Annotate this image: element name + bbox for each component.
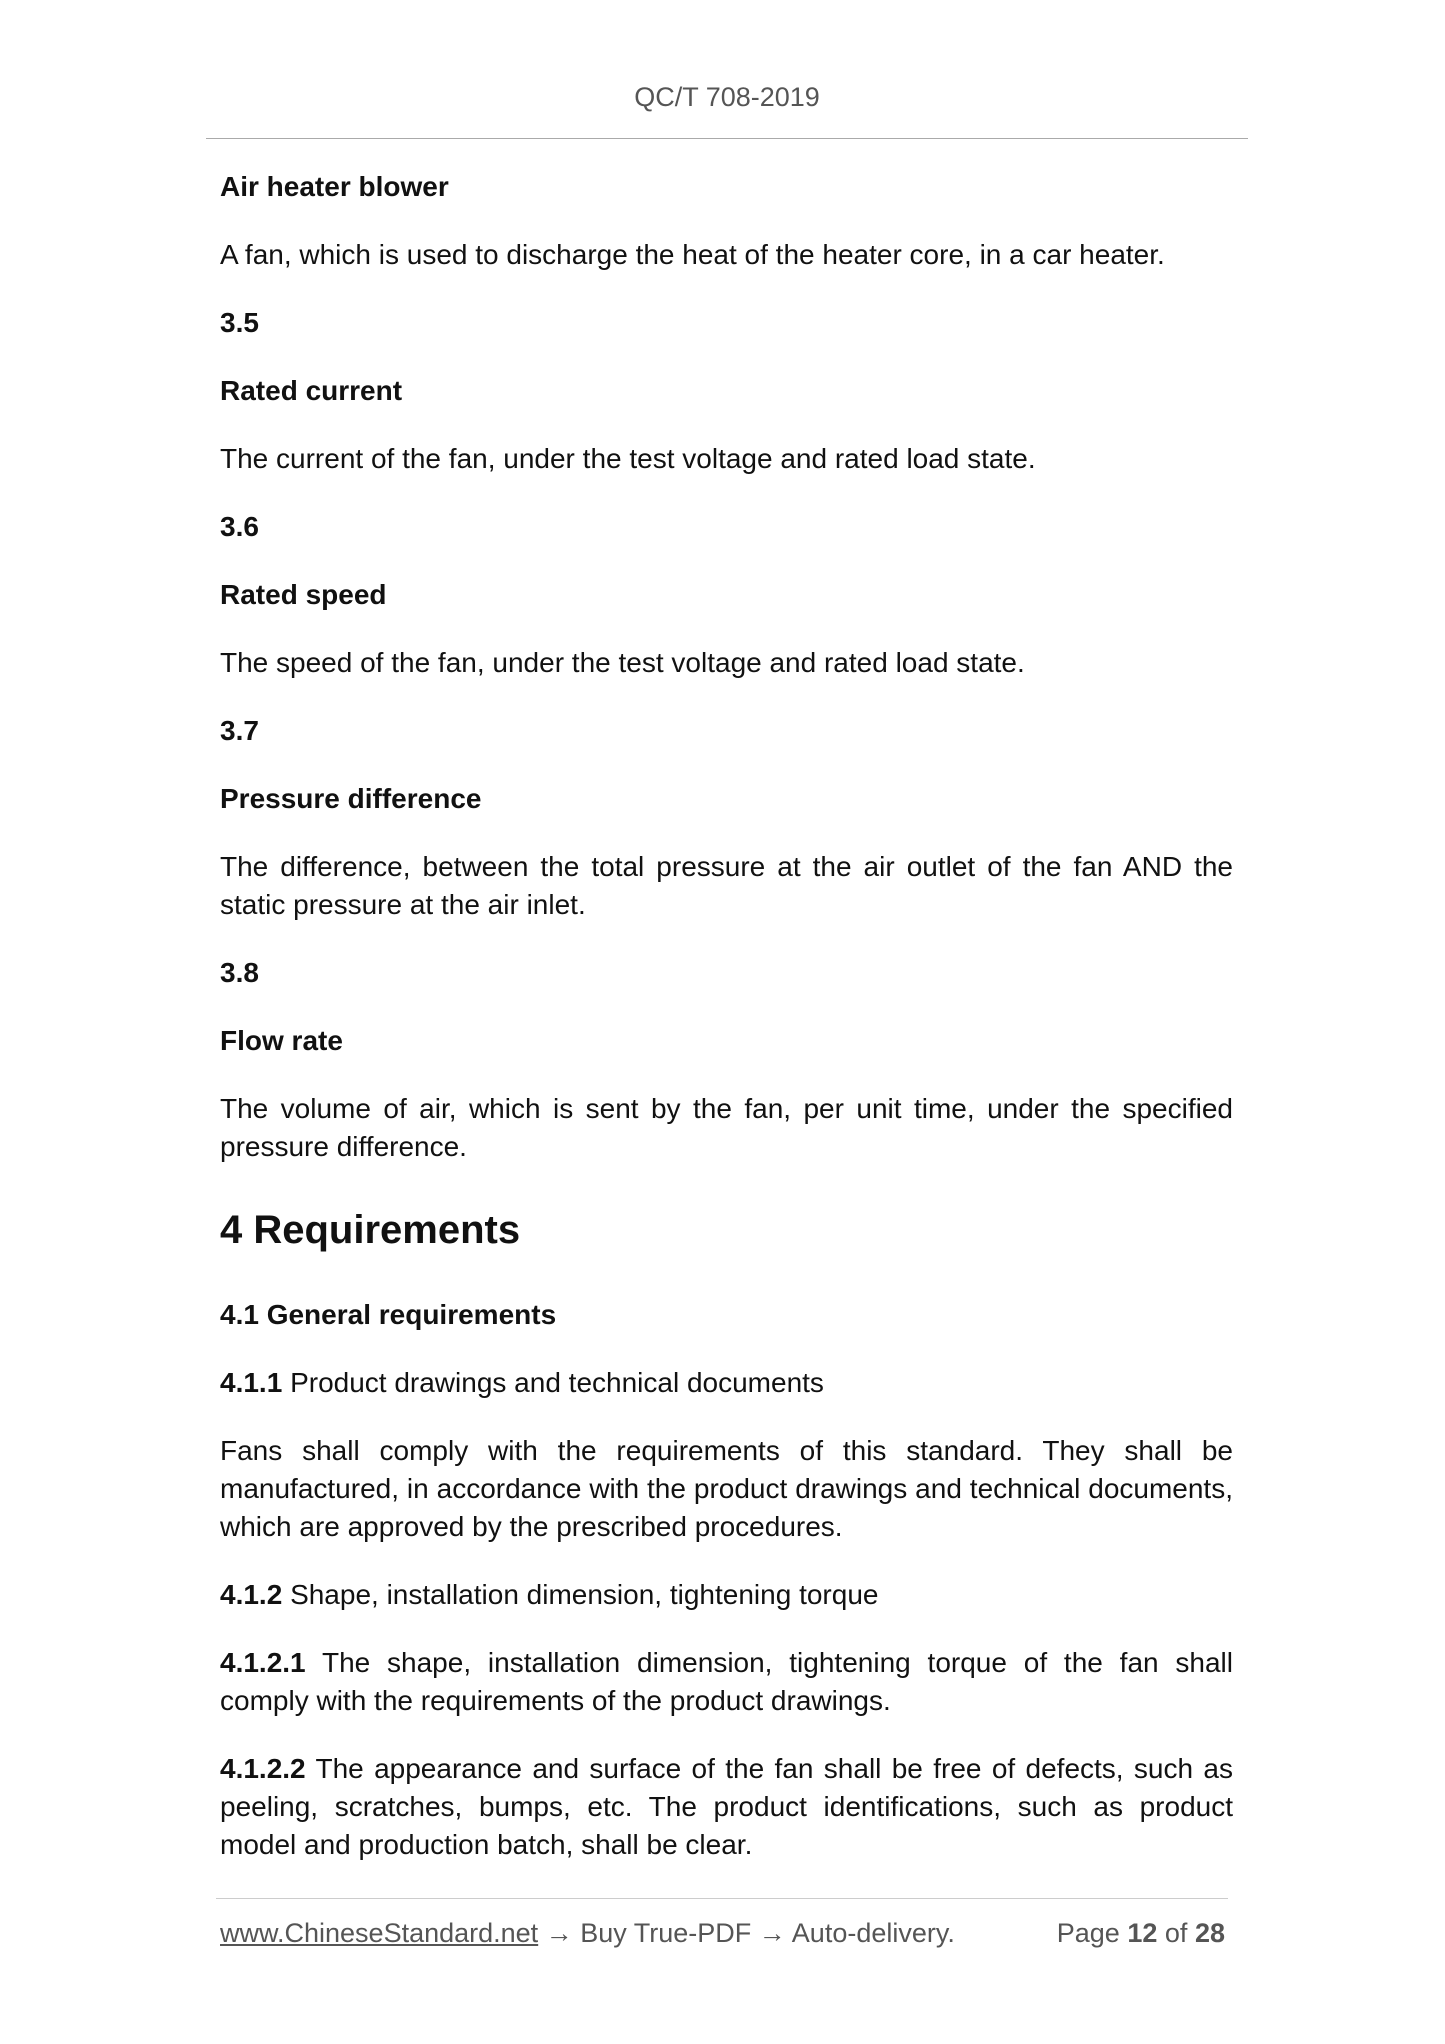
total-pages-number: 28 [1194, 1918, 1225, 1948]
definition-rated-current: The current of the fan, under the test voltage and rated load state. [220, 443, 1036, 474]
definition-air-heater-blower: A fan, which is used to discharge the heat of the heater core, in a car heater. [220, 239, 1165, 270]
page-footer [220, 1918, 1225, 1949]
clause-number: 4.1.1 [220, 1367, 283, 1398]
subsection-heading-general: 4.1 General requirements [220, 1299, 557, 1330]
document-header: QC/T 708-2019 [634, 82, 820, 112]
clause-number-3-6: 3.6 [220, 511, 259, 542]
clause-4-1-1-title [220, 1364, 1233, 1402]
term-pressure-difference: Pressure difference [220, 783, 482, 814]
clause-number: 4.1.2 [220, 1579, 283, 1610]
term-rated-speed: Rated speed [220, 579, 387, 610]
definition-pressure-difference: The difference, between the total pressure at the air outlet of the fan AND the static pressure at the air inlet. [220, 851, 1233, 920]
clause-4-1-2-2 [220, 1750, 1233, 1864]
definition-flow-rate: The volume of air, which is sent by the fan, per unit time, under the specified pressure difference. [220, 1093, 1233, 1162]
section-heading-requirements: 4 Requirements [220, 1208, 521, 1252]
auto-delivery-text: Auto-delivery. [791, 1918, 955, 1948]
clause-title: Shape, installation dimension, tightening torque [290, 1579, 879, 1610]
website-link[interactable]: www.ChineseStandard.net [220, 1918, 539, 1948]
clause-number-3-8: 3.8 [220, 957, 259, 988]
term-rated-current: Rated current [220, 375, 403, 406]
clause-body: The shape, installation dimension, tightening torque of the fan shall comply with the requirements of the product drawings. [220, 1647, 1233, 1716]
page-label: Page [1056, 1918, 1120, 1948]
definition-rated-speed: The speed of the fan, under the test voltage and rated load state. [220, 647, 1025, 678]
arrow-right-icon: → [545, 1918, 573, 1948]
clause-number-3-5: 3.5 [220, 307, 259, 338]
page-content [220, 168, 1233, 1894]
of-label: of [1164, 1918, 1188, 1948]
clause-4-1-1-body: Fans shall comply with the requirements of this standard. They shall be manufactured, in accordance with the product drawings and technical documents, which are approved by the prescribed procedures. [220, 1435, 1233, 1542]
clause-body: The appearance and surface of the fan shall be free of defects, such as peeling, scratches, bumps, etc. The product identifications, such as product model and production batch, shall be clear. [220, 1753, 1233, 1860]
buy-true-pdf-text: Buy True-PDF [580, 1918, 752, 1948]
current-page-number: 12 [1127, 1918, 1158, 1948]
clause-number-3-7: 3.7 [220, 715, 259, 746]
footer-divider [216, 1898, 1228, 1899]
arrow-right-icon: → [758, 1918, 786, 1948]
term-flow-rate: Flow rate [220, 1025, 343, 1056]
term-air-heater-blower: Air heater blower [220, 171, 449, 202]
clause-number: 4.1.2.1 [220, 1647, 306, 1678]
clause-4-1-2-title [220, 1576, 1233, 1614]
clause-title: Product drawings and technical documents [290, 1367, 824, 1398]
header-divider [206, 138, 1248, 139]
clause-number: 4.1.2.2 [220, 1753, 306, 1784]
page-indicator [1057, 1918, 1225, 1949]
clause-4-1-2-1 [220, 1644, 1233, 1720]
